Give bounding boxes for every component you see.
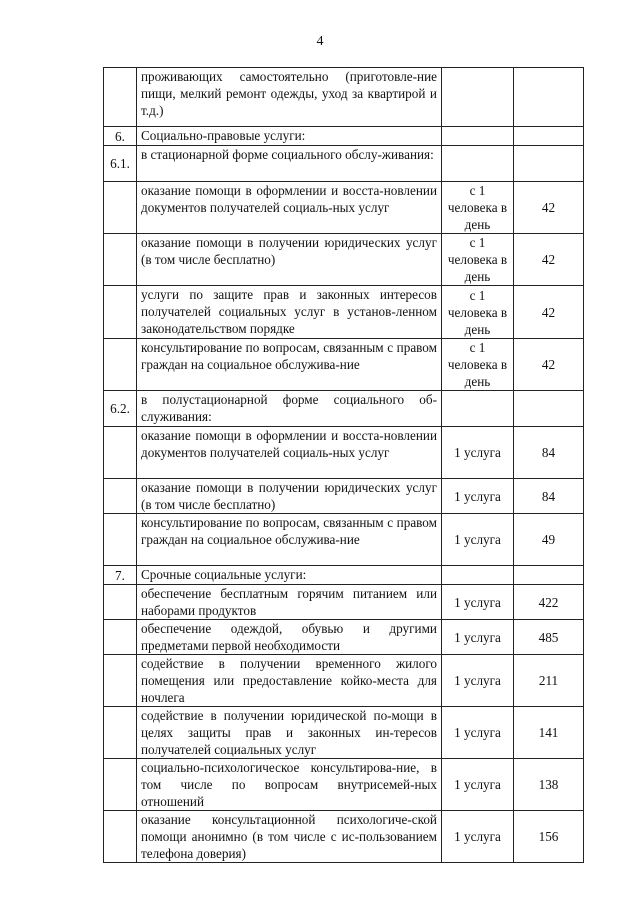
row-number: 7. (104, 566, 137, 585)
row-number (104, 68, 137, 127)
table-row (104, 620, 584, 655)
tariff-value (514, 146, 584, 182)
row-number (104, 182, 137, 234)
row-number (104, 707, 137, 759)
unit-of-service (442, 391, 514, 427)
row-number (104, 339, 137, 391)
row-number (104, 479, 137, 514)
service-name: консультирование по вопросам, связанным с правом граждан на социальное обслужива-ние (137, 514, 442, 566)
unit-of-service: 1 услуга (442, 514, 514, 566)
service-name: оказание помощи в оформлении и восста-новлении документов получателей социаль-ных услуг (137, 182, 442, 234)
tariff-value: 49 (514, 514, 584, 566)
tariff-value (514, 566, 584, 585)
row-number: 6.2. (104, 391, 137, 427)
unit-of-service: 1 услуга (442, 655, 514, 707)
service-name: Срочные социальные услуги: (137, 566, 442, 585)
tariff-value: 156 (514, 811, 584, 863)
row-number (104, 811, 137, 863)
unit-of-service (442, 566, 514, 585)
row-number (104, 514, 137, 566)
unit-of-service (442, 127, 514, 146)
row-number: 6.1. (104, 146, 137, 182)
service-name: оказание помощи в оформлении и восста-новлении документов получателей социаль-ных услуг (137, 427, 442, 479)
tariff-value: 42 (514, 339, 584, 391)
unit-of-service: 1 услуга (442, 620, 514, 655)
table-row (104, 127, 584, 146)
service-name: содействие в получении временного жилого помещения или предоставление койко-места для ночлега (137, 655, 442, 707)
services-table (103, 67, 584, 863)
unit-of-service: 1 услуга (442, 427, 514, 479)
row-number (104, 620, 137, 655)
table-row (104, 182, 584, 234)
table-row (104, 146, 584, 182)
service-name: обеспечение одеждой, обувью и другими предметами первой необходимости (137, 620, 442, 655)
table-row (104, 391, 584, 427)
tariff-value: 138 (514, 759, 584, 811)
table-row (104, 427, 584, 479)
unit-of-service: 1 услуга (442, 811, 514, 863)
service-name: в стационарной форме социального обслу-живания: (137, 146, 442, 182)
table-row (104, 234, 584, 286)
service-name: оказание помощи в получении юридических услуг (в том числе бесплатно) (137, 479, 442, 514)
row-number (104, 286, 137, 339)
tariff-value: 84 (514, 427, 584, 479)
row-number (104, 234, 137, 286)
unit-of-service (442, 146, 514, 182)
table-row (104, 759, 584, 811)
table-row (104, 811, 584, 863)
unit-of-service: с 1 человека в день (442, 234, 514, 286)
tariff-value (514, 391, 584, 427)
row-number (104, 427, 137, 479)
table-row (104, 585, 584, 620)
tariff-value: 42 (514, 286, 584, 339)
tariff-value: 211 (514, 655, 584, 707)
service-name: оказание консультационной психологиче-ской помощи анонимно (в том числе с ис-пользованием телефона доверия) (137, 811, 442, 863)
table-row (104, 68, 584, 127)
tariff-value: 42 (514, 182, 584, 234)
service-name: обеспечение бесплатным горячим питанием или наборами продуктов (137, 585, 442, 620)
service-name: оказание помощи в получении юридических услуг (в том числе бесплатно) (137, 234, 442, 286)
unit-of-service: 1 услуга (442, 479, 514, 514)
table-row (104, 339, 584, 391)
service-name: социально-психологическое консультирова-ние, в том числе по вопросам внутрисемей-ных отношений (137, 759, 442, 811)
tariff-value: 84 (514, 479, 584, 514)
service-name: услуги по защите прав и законных интересов получателей социальных услуг в установ-ленном законодательством порядке (137, 286, 442, 339)
service-name: консультирование по вопросам, связанным с правом граждан на социальное обслужива-ние (137, 339, 442, 391)
unit-of-service: 1 услуга (442, 759, 514, 811)
service-name: содействие в получении юридической по-мощи в целях защиты прав и законных ин-тересов получателей социальных услуг (137, 707, 442, 759)
unit-of-service (442, 68, 514, 127)
tariff-value (514, 127, 584, 146)
tariff-value (514, 68, 584, 127)
table-row (104, 479, 584, 514)
table-row (104, 707, 584, 759)
tariff-value: 141 (514, 707, 584, 759)
row-number (104, 759, 137, 811)
service-name: Социально-правовые услуги: (137, 127, 442, 146)
unit-of-service: 1 услуга (442, 585, 514, 620)
tariff-value: 422 (514, 585, 584, 620)
unit-of-service: с 1 человека в день (442, 339, 514, 391)
unit-of-service: с 1 человека в день (442, 182, 514, 234)
table-row (104, 514, 584, 566)
row-number (104, 655, 137, 707)
tariff-value: 485 (514, 620, 584, 655)
row-number (104, 585, 137, 620)
service-name: проживающих самостоятельно (приготовле-ние пищи, мелкий ремонт одежды, уход за квартирой и т.д.) (137, 68, 442, 127)
table-row (104, 566, 584, 585)
table-row (104, 286, 584, 339)
table-row (104, 655, 584, 707)
row-number: 6. (104, 127, 137, 146)
page-number: 4 (316, 34, 324, 49)
service-name: в полустационарной форме социального об-служивания: (137, 391, 442, 427)
unit-of-service: с 1 человека в день (442, 286, 514, 339)
unit-of-service: 1 услуга (442, 707, 514, 759)
tariff-value: 42 (514, 234, 584, 286)
